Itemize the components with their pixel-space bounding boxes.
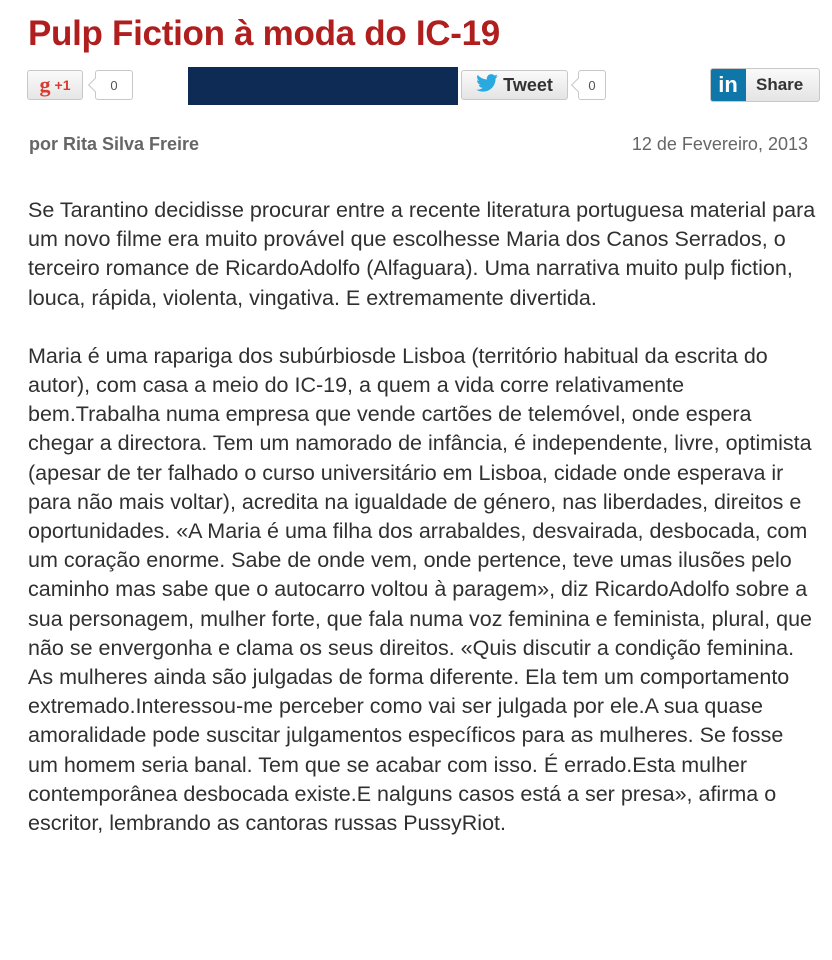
google-plus-one-button[interactable] — [27, 70, 83, 100]
linkedin-share-label: Share — [756, 75, 804, 94]
article-title: Pulp Fiction à moda do IC-19 — [28, 14, 500, 53]
tweet-count: 0 — [578, 70, 606, 100]
linkedin-icon: in — [710, 68, 746, 102]
google-plus-label: +1 — [54, 77, 71, 93]
author-byline: por Rita Silva Freire — [29, 134, 200, 154]
google-plus-icon: g — [39, 72, 51, 97]
twitter-bird-icon — [476, 74, 498, 97]
linkedin-share-button[interactable] — [710, 68, 820, 102]
tweet-button[interactable] — [461, 70, 568, 100]
article-paragraph-1: Se Tarantino decidisse procurar entre a recente literatura portuguesa material para um novo filme era muito provável que escolhesse Maria dos Canos Serrados, o terceiro romance de RicardoAdolfo (Alfaguara). Uma narrativa muito pulp fiction, louca, rápida, violenta, vingativa. E extremamente divertida. — [28, 198, 816, 310]
publish-date: 12 de Fevereiro, 2013 — [631, 134, 808, 154]
share-bar — [0, 66, 832, 108]
article-body — [28, 196, 818, 838]
facebook-like-widget[interactable] — [188, 67, 458, 105]
tweet-label: Tweet — [503, 74, 553, 95]
article-paragraph-2: Maria é uma rapariga dos subúrbiosde Lisboa (território habitual da escrita do autor), com casa a meio do IC-19, a quem a vida corre relativamente bem.Trabalha numa empresa que vende cartões de telemóvel, onde espera chegar a directora. Tem um namorado de infância, é independente, livre, optimista (apesar de ter falhado o curso universitário em Lisboa, cidade onde esperava ir para não mais voltar), acredita na igualdade de género, nas liberdades, direitos e oportunidades. «A Maria é uma filha dos arrabaldes, desvairada, desbocada, com um coração enorme. Sabe de onde vem, onde pertence, teve umas ilusões pelo caminho mas sabe que o autocarro voltou à paragem», diz RicardoAdolfo sobre a sua personagem, mulher forte, que fala numa voz feminina e feminista, plural, que não se envergonha e clama os seus direitos. «Quis discutir a condição feminina. As mulheres ainda são julgadas de forma diferente. Ela tem um comportamento extremado.Interessou-me perceber como vai ser julgada por ele.A sua quase amoralidade pode suscitar julgamentos específicos para as mulheres. Se fosse um homem seria banal. Tem que se acabar com isso. É errado.Esta mulher contemporânea desbocada existe.E nalguns casos está a ser presa», afirma o escritor, lembrando as cantoras russas PussyRiot. — [28, 343, 812, 836]
google-plus-count: 0 — [95, 70, 133, 100]
